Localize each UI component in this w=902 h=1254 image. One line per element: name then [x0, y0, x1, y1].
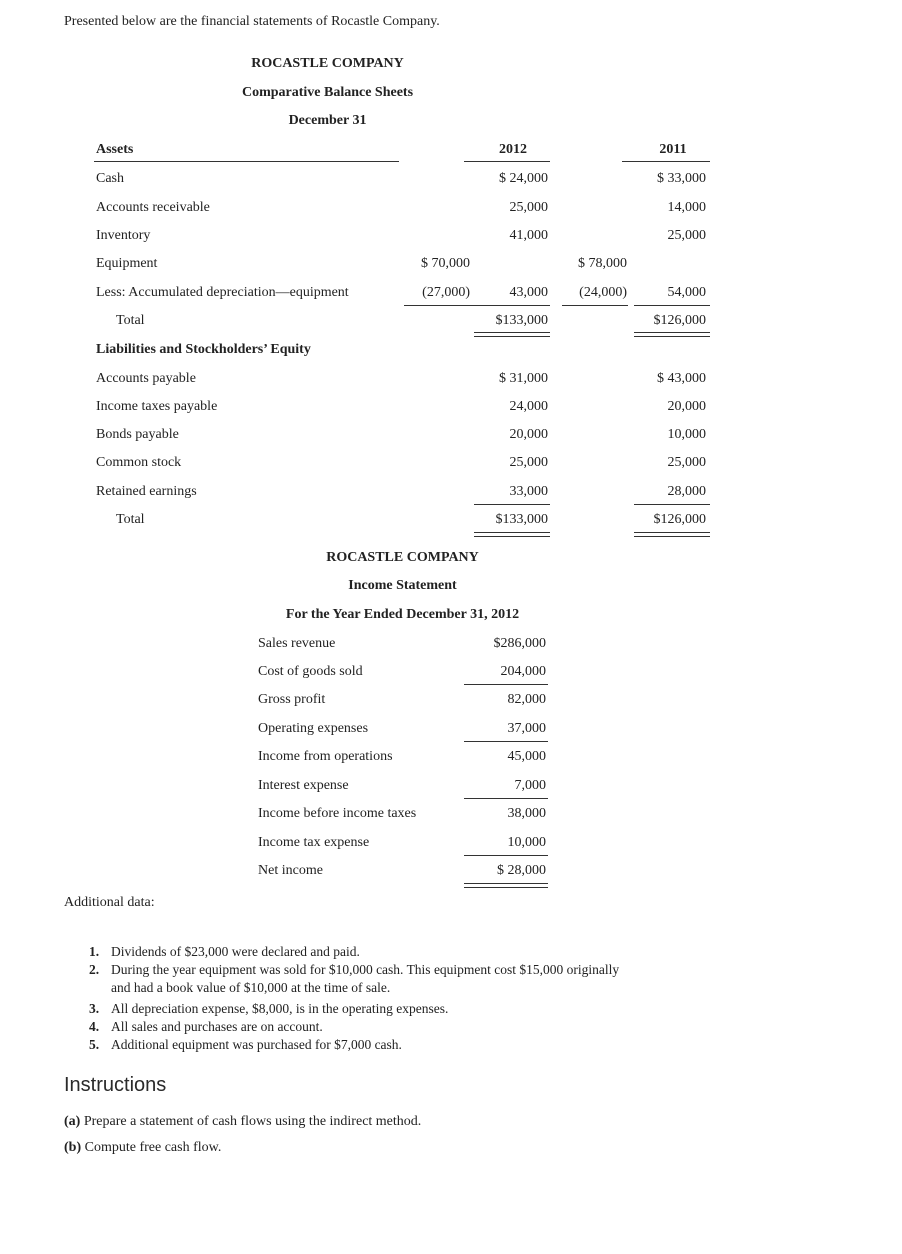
assets-total-2011: $126,000 [653, 313, 706, 328]
is-row-label: Gross profit [258, 692, 326, 707]
is-row-value: $ 28,000 [497, 863, 546, 878]
is-row-value: 7,000 [514, 778, 546, 793]
asset-value-2011: $ 33,000 [657, 171, 706, 186]
is-row-value: 82,000 [507, 692, 546, 707]
equipment-label: Equipment [96, 256, 158, 271]
is-row-value: 204,000 [500, 664, 546, 679]
is-row-label: Income from operations [258, 749, 393, 764]
bs-company-name: ROCASTLE COMPANY [251, 56, 404, 71]
liabilities-total-2011: $126,000 [653, 512, 706, 527]
accum-dep-2011: (24,000) [579, 285, 627, 300]
is-row-value: 37,000 [507, 721, 546, 736]
liability-value-2011: 20,000 [667, 399, 706, 414]
is-row-value: 10,000 [507, 835, 546, 850]
list-item-text: All sales and purchases are on account. [111, 1019, 323, 1034]
liability-label: Common stock [96, 455, 182, 470]
list-item-text: Dividends of $23,000 were declared and paid. [111, 944, 360, 959]
asset-value-2011: 14,000 [667, 200, 706, 215]
is-row-label: Net income [258, 863, 323, 878]
list-item-continuation: and had a book value of $10,000 at the time of sale. [111, 980, 391, 995]
liability-value-2011: 10,000 [667, 427, 706, 442]
liability-label: Retained earnings [96, 484, 197, 499]
is-row-label: Operating expenses [258, 721, 369, 736]
equipment-net-2011: 54,000 [667, 285, 706, 300]
is-row-value: $286,000 [493, 636, 546, 651]
is-row-label: Sales revenue [258, 636, 336, 651]
list-item [89, 1037, 402, 1053]
liability-label: Bonds payable [96, 427, 179, 442]
asset-label: Accounts receivable [96, 200, 210, 215]
list-item-number: 3. [89, 1001, 100, 1016]
liability-value-2012: 20,000 [509, 427, 548, 442]
is-title: Income Statement [348, 578, 457, 593]
list-item-number: 1. [89, 944, 100, 959]
list-item-number: 2. [89, 962, 100, 977]
list-item-text: All depreciation expense, $8,000, is in the operating expenses. [111, 1001, 449, 1016]
list-item-number: 4. [89, 1019, 100, 1034]
assets-header: Assets [96, 142, 134, 157]
instruction-tag: (a) [64, 1114, 81, 1129]
is-company-name: ROCASTLE COMPANY [326, 550, 479, 565]
list-item-text: Additional equipment was purchased for $7,000 cash. [111, 1037, 402, 1052]
liabilities-total-2012: $133,000 [495, 512, 548, 527]
asset-value-2012: $ 24,000 [499, 171, 548, 186]
liability-label: Accounts payable [96, 371, 196, 386]
liability-value-2011: 25,000 [667, 455, 706, 470]
is-row-label: Interest expense [258, 778, 349, 793]
instruction-item [64, 1140, 221, 1156]
liabilities-header: Liabilities and Stockholders’ Equity [96, 342, 311, 357]
is-row-value: 45,000 [507, 749, 546, 764]
list-item-number: 5. [89, 1037, 100, 1052]
list-item [89, 1001, 448, 1017]
liability-value-2012: 33,000 [509, 484, 548, 499]
equipment-net-2012: 43,000 [509, 285, 548, 300]
is-period: For the Year Ended December 31, 2012 [285, 607, 520, 622]
asset-label: Inventory [96, 228, 151, 243]
assets-total-label: Total [116, 313, 145, 328]
assets-total-2012: $133,000 [495, 313, 548, 328]
is-row-label: Cost of goods sold [258, 664, 363, 679]
liability-value-2012: 24,000 [509, 399, 548, 414]
list-item [89, 1019, 323, 1035]
bs-title: Comparative Balance Sheets [241, 85, 414, 100]
accum-dep-2012: (27,000) [422, 285, 470, 300]
instruction-item [64, 1114, 421, 1130]
intro-text: Presented below are the financial statements of Rocastle Company. [64, 14, 440, 29]
liability-value-2012: $ 31,000 [499, 371, 548, 386]
is-row-value: 38,000 [507, 806, 546, 821]
list-item-text: During the year equipment was sold for $10,000 cash. This equipment cost $15,000 originally [111, 962, 620, 977]
liability-value-2012: 25,000 [509, 455, 548, 470]
instruction-text: Prepare a statement of cash flows using the indirect method. [83, 1114, 422, 1129]
equipment-gross-2012: $ 70,000 [421, 256, 470, 271]
instruction-text: Compute free cash flow. [84, 1140, 222, 1155]
liability-value-2011: 28,000 [667, 484, 706, 499]
is-row-label: Income before income taxes [258, 806, 417, 821]
liabilities-total-label: Total [116, 512, 145, 527]
instruction-tag: (b) [64, 1140, 82, 1155]
year-2012-header: 2012 [499, 142, 527, 157]
liability-value-2011: $ 43,000 [657, 371, 706, 386]
is-row-label: Income tax expense [258, 835, 370, 850]
asset-value-2012: 25,000 [509, 200, 548, 215]
liability-label: Income taxes payable [96, 399, 218, 414]
asset-value-2011: 25,000 [667, 228, 706, 243]
asset-value-2012: 41,000 [509, 228, 548, 243]
bs-date: December 31 [288, 113, 367, 128]
list-item [89, 962, 619, 978]
accum-dep-label: Less: Accumulated depreciation—equipment [96, 285, 349, 300]
additional-data-heading: Additional data: [64, 895, 155, 910]
year-2011-header: 2011 [659, 142, 687, 157]
equipment-gross-2011: $ 78,000 [578, 256, 627, 271]
list-item [89, 944, 360, 960]
asset-label: Cash [96, 171, 124, 186]
instructions-heading: Instructions [64, 1074, 167, 1096]
